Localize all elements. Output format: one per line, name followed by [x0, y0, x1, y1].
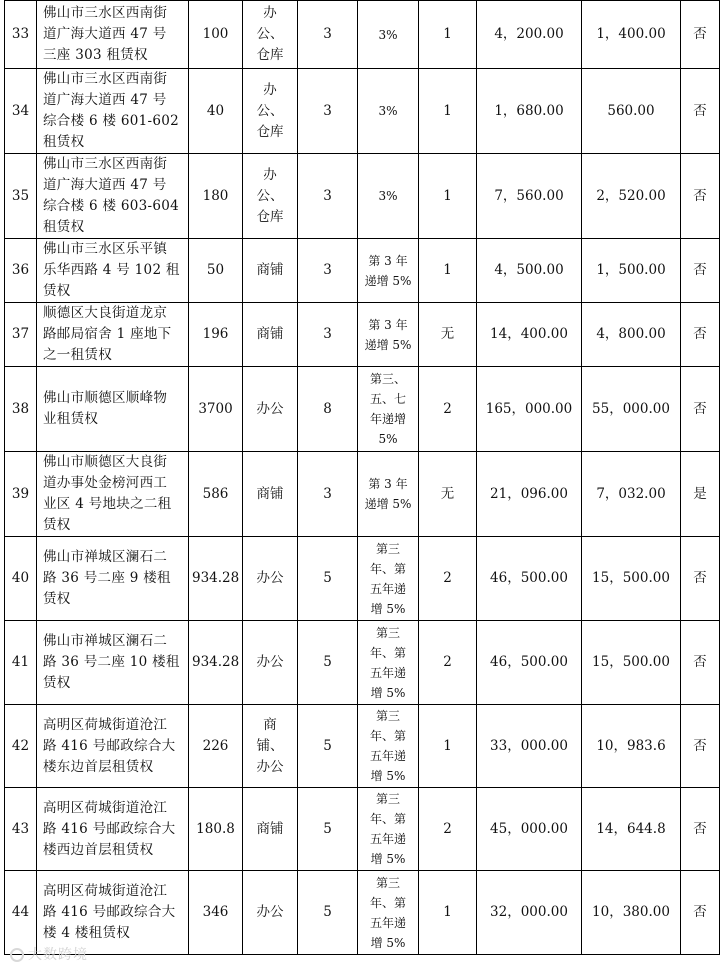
cell-flag: 否: [681, 871, 720, 955]
cell-no: 38: [5, 367, 37, 452]
cell-usage: 商 铺、 办公: [243, 705, 298, 788]
cell-location: 高明区荷城街道沧江 路 416 号邮政综合大 楼西边首层租赁权: [37, 788, 189, 871]
cell-term: 5: [298, 621, 358, 705]
watermark-text: 大数跨境: [28, 947, 88, 963]
cell-deposit: 1，500.00: [582, 239, 681, 303]
cell-term: 5: [298, 537, 358, 621]
cell-rent: 4，200.00: [477, 1, 582, 69]
cell-rent: 45，000.00: [477, 788, 582, 871]
cell-usage: 办公: [243, 367, 298, 452]
cell-usage: 办公: [243, 621, 298, 705]
cell-flag: 否: [681, 1, 720, 69]
cell-increase: 第 3 年 递增 5%: [358, 303, 419, 367]
cell-no: 35: [5, 154, 37, 239]
cell-deposit: 15，500.00: [582, 537, 681, 621]
cell-location: 佛山市三水区乐平镇 乐华西路 4 号 102 租 赁权: [37, 239, 189, 303]
cell-rent: 7，560.00: [477, 154, 582, 239]
cell-n: 1: [419, 1, 477, 69]
cell-flag: 否: [681, 705, 720, 788]
cell-area: 586: [189, 452, 243, 537]
cell-term: 3: [298, 69, 358, 154]
watermark: [10, 944, 88, 964]
table-row: [5, 239, 720, 303]
cell-flag: 否: [681, 303, 720, 367]
cell-n: 1: [419, 69, 477, 154]
cell-n: 1: [419, 239, 477, 303]
cell-deposit: 55，000.00: [582, 367, 681, 452]
cell-n: 2: [419, 788, 477, 871]
cell-n: 2: [419, 367, 477, 452]
cell-deposit: 14，644.8: [582, 788, 681, 871]
table-row: [5, 788, 720, 871]
table-row: [5, 367, 720, 452]
cell-flag: 否: [681, 239, 720, 303]
cell-location: 佛山市禅城区澜石二 路 36 号二座 9 楼租 赁权: [37, 537, 189, 621]
cell-usage: 商铺: [243, 239, 298, 303]
cell-n: 1: [419, 871, 477, 955]
cell-area: 226: [189, 705, 243, 788]
cell-rent: 165，000.00: [477, 367, 582, 452]
cell-deposit: 10，380.00: [582, 871, 681, 955]
cell-area: 346: [189, 871, 243, 955]
cell-deposit: 1，400.00: [582, 1, 681, 69]
cell-increase: 3%: [358, 154, 419, 239]
cell-flag: 是: [681, 452, 720, 537]
cell-term: 3: [298, 452, 358, 537]
cell-increase: 第三 年、第 五年递 增 5%: [358, 705, 419, 788]
table-row: [5, 1, 720, 69]
cell-usage: 办公: [243, 537, 298, 621]
table-row: [5, 871, 720, 955]
cell-flag: 否: [681, 537, 720, 621]
cell-area: 196: [189, 303, 243, 367]
cell-usage: 办 公、 仓库: [243, 69, 298, 154]
cell-usage: 办公: [243, 871, 298, 955]
cell-usage: 办 公、 仓库: [243, 154, 298, 239]
cell-term: 8: [298, 367, 358, 452]
cell-area: 934.28: [189, 537, 243, 621]
cell-rent: 33，000.00: [477, 705, 582, 788]
table-row: [5, 452, 720, 537]
cell-term: 3: [298, 303, 358, 367]
cell-location: 顺德区大良街道龙京 路邮局宿舍 1 座地下 之一租赁权: [37, 303, 189, 367]
cell-rent: 14，400.00: [477, 303, 582, 367]
cell-flag: 否: [681, 367, 720, 452]
cell-deposit: 2，520.00: [582, 154, 681, 239]
cell-location: 佛山市禅城区澜石二 路 36 号二座 10 楼租 赁权: [37, 621, 189, 705]
cell-no: 36: [5, 239, 37, 303]
cell-area: 180: [189, 154, 243, 239]
cell-no: 41: [5, 621, 37, 705]
cell-n: 无: [419, 303, 477, 367]
cell-rent: 32，000.00: [477, 871, 582, 955]
cell-no: 33: [5, 1, 37, 69]
cell-location: 佛山市顺德区顺峰物 业租赁权: [37, 367, 189, 452]
table-row: [5, 621, 720, 705]
cell-no: 39: [5, 452, 37, 537]
cell-location: 佛山市顺德区大良街 道办事处金榜河西工 业区 4 号地块之二租 赁权: [37, 452, 189, 537]
table-row: [5, 705, 720, 788]
cell-increase: 3%: [358, 1, 419, 69]
cell-increase: 第三 年、第 五年递 增 5%: [358, 871, 419, 955]
cell-rent: 21，096.00: [477, 452, 582, 537]
cell-area: 3700: [189, 367, 243, 452]
cell-no: 44: [5, 871, 37, 955]
cell-n: 2: [419, 537, 477, 621]
cell-deposit: 4，800.00: [582, 303, 681, 367]
cell-increase: 第三 年、第 五年递 增 5%: [358, 537, 419, 621]
cell-area: 50: [189, 239, 243, 303]
cell-area: 40: [189, 69, 243, 154]
cell-location: 佛山市三水区西南街 道广海大道西 47 号 综合楼 6 楼 603-604 租赁权: [37, 154, 189, 239]
cell-area: 180.8: [189, 788, 243, 871]
cell-term: 3: [298, 239, 358, 303]
table-row: [5, 537, 720, 621]
cell-location: 高明区荷城街道沧江 路 416 号邮政综合大 楼东边首层租赁权: [37, 705, 189, 788]
cell-term: 5: [298, 788, 358, 871]
cell-usage: 商铺: [243, 303, 298, 367]
cell-n: 1: [419, 705, 477, 788]
cell-area: 934.28: [189, 621, 243, 705]
cell-no: 42: [5, 705, 37, 788]
cell-increase: 第 3 年 递增 5%: [358, 452, 419, 537]
cell-term: 5: [298, 705, 358, 788]
cell-deposit: 7，032.00: [582, 452, 681, 537]
cell-increase: 第三 年、第 五年递 增 5%: [358, 621, 419, 705]
watermark-logo-icon: [10, 948, 24, 962]
cell-flag: 否: [681, 69, 720, 154]
cell-location: 佛山市三水区西南街 道广海大道西 47 号 三座 303 租赁权: [37, 1, 189, 69]
cell-term: 5: [298, 871, 358, 955]
cell-n: 2: [419, 621, 477, 705]
cell-flag: 否: [681, 154, 720, 239]
cell-flag: 否: [681, 621, 720, 705]
cell-n: 无: [419, 452, 477, 537]
cell-rent: 46，500.00: [477, 621, 582, 705]
cell-n: 1: [419, 154, 477, 239]
cell-term: 3: [298, 1, 358, 69]
cell-rent: 4，500.00: [477, 239, 582, 303]
cell-usage: 商铺: [243, 788, 298, 871]
cell-no: 40: [5, 537, 37, 621]
cell-increase: 第三、 五、七 年递增 5%: [358, 367, 419, 452]
cell-increase: 第 3 年 递增 5%: [358, 239, 419, 303]
table-row: [5, 303, 720, 367]
lease-rights-table: [4, 0, 720, 955]
cell-deposit: 15，500.00: [582, 621, 681, 705]
cell-area: 100: [189, 1, 243, 69]
cell-deposit: 560.00: [582, 69, 681, 154]
cell-no: 43: [5, 788, 37, 871]
cell-increase: 第三 年、第 五年递 增 5%: [358, 788, 419, 871]
cell-rent: 46，500.00: [477, 537, 582, 621]
cell-no: 37: [5, 303, 37, 367]
cell-no: 34: [5, 69, 37, 154]
cell-usage: 商铺: [243, 452, 298, 537]
cell-rent: 1，680.00: [477, 69, 582, 154]
cell-flag: 否: [681, 788, 720, 871]
cell-usage: 办 公、 仓库: [243, 1, 298, 69]
cell-increase: 3%: [358, 69, 419, 154]
cell-term: 3: [298, 154, 358, 239]
cell-location: 佛山市三水区西南街 道广海大道西 47 号 综合楼 6 楼 601-602 租赁权: [37, 69, 189, 154]
cell-location: 高明区荷城街道沧江 路 416 号邮政综合大 楼 4 楼租赁权: [37, 871, 189, 955]
cell-deposit: 10，983.6: [582, 705, 681, 788]
table-row: [5, 69, 720, 154]
table-row: [5, 154, 720, 239]
